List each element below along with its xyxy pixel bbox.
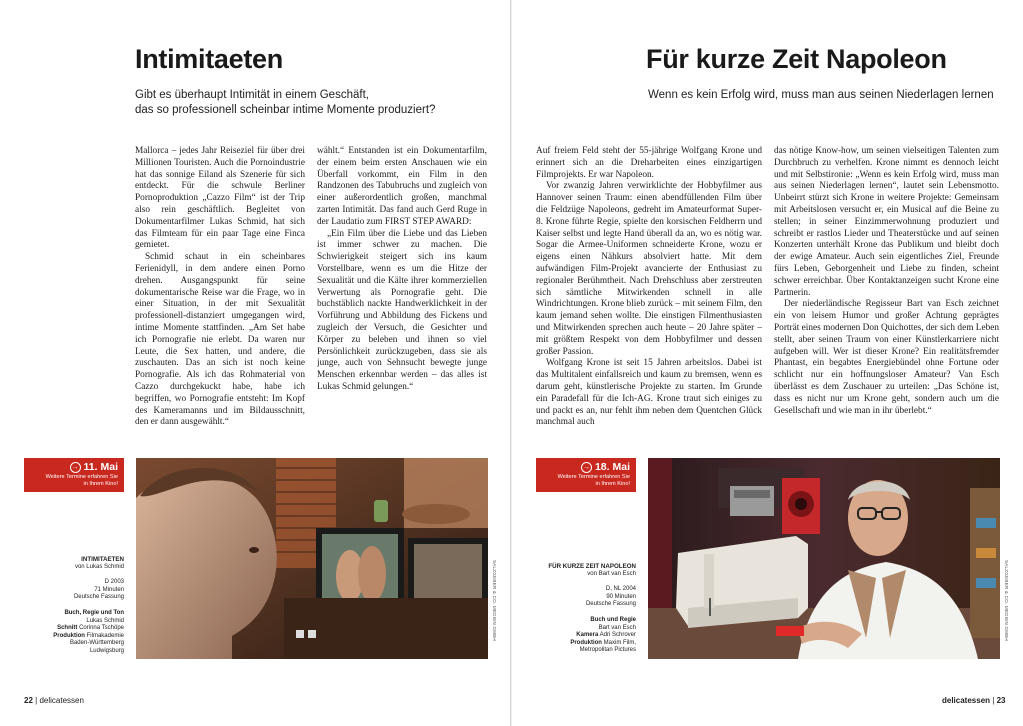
arrow-circle-icon: → bbox=[582, 464, 590, 471]
credits-name: Corinna Tschöpe bbox=[79, 625, 124, 632]
credits-name: Metropolitan Pictures bbox=[579, 647, 636, 654]
credits-role: Kamera bbox=[576, 632, 599, 639]
page-number: 22 bbox=[24, 696, 33, 705]
left-page bbox=[0, 0, 511, 726]
film-still-napoleon bbox=[648, 458, 1000, 659]
credits-country-year: D, NL 2004 bbox=[605, 586, 636, 593]
left-article-title: Intimitaeten bbox=[135, 44, 283, 74]
credits-name: Baden-Württemberg bbox=[69, 640, 124, 647]
paragraph: Schmid schaut in ein scheinbares Ferienidyll, in dem andere einen Porno drehen. Ausgangspunkt für seine dokumentarische Reise war die Frage, wo in einer Situation, in der mit Sexualität professionell-distanziert umgegangen wird, intime Momente stattfinden. „Am Set habe ich Pornografie nie erlebt. Da waren nur Leute, die Sex hatten, und andere, die zuschauten. Das an sich ist noch keine Pornografie. Als ich das Rohmaterial von Cazzo durchgekuckt habe, habe ich begriffen, wo Pornografie entsteht: Im Kopf des Kameramanns und im Bildausschnitt, den er dann ausgewählt.“ bbox=[135, 252, 305, 428]
photo-credit: SALZGEBER & CO. MEDIEN GMBH bbox=[1004, 560, 1009, 641]
arrow-circle-icon: → bbox=[71, 464, 79, 471]
right-body-column-2 bbox=[774, 146, 999, 446]
badge-date: 18. Mai bbox=[594, 461, 630, 473]
badge-note-1: Weitere Termine erfahren Sie bbox=[45, 474, 118, 480]
paragraph: das nötige Know-how, um seinen vielseitigen Talenten zum Durchbruch zu verhelfen. Krone nimmt es dennoch leicht und mit Selbstironie: „Wenn es kein Erfolg wird, muss man aus seinen Niederlagen lernen“, lautet sein Lebensmotto. Unbeirrt stürzt sich Krone in weitere Projekte: Gemeinsam mit Arbeitslosen versucht er, ein Musical auf die Beine zu stellen; in seiner Einzimmerwohnung produziert und schreibt er rastlos Lieder und Theaterstücke und auf seinen Konzerten unterhält Krone das Publikum und bleibt doch der ewige Amateur. Auch sein eigentliches Ziel, Freunde fürs Leben, Geborgenheit und Liebe zu finden, scheint schwer erreichbar. Über Kontaktanzeigen sucht Krone eine Partnerin. bbox=[774, 146, 999, 298]
left-body-column-1 bbox=[135, 146, 305, 446]
badge-note-1: Weitere Termine erfahren Sie bbox=[557, 474, 630, 480]
credits-version: Deutsche Fassung bbox=[585, 601, 636, 608]
magazine-name: delicatessen bbox=[942, 696, 991, 705]
paragraph: Der niederländische Regisseur Bart van Esch zeichnet ein von leisem Humor und großer Achtung geprägtes Porträt eines modernen Don Quichottes, der sich dem Leben stellt, aber seinen Traum von einer Künstlerkarriere nicht aufgeben will. Wer ist dieser Krone? Ein realitätsfremder Phantast, ein begabtes Energiebündel ohne Fortune oder schlicht nur ein hoffnungsloser Amateur? Van Esch überlässt es dem Zuschauer zu urteilen: „Das Schöne ist, dass es nicht nur um Krone geht, sondern auch um die Gesellschaft und wie man in ihr überlebt.“ bbox=[774, 299, 999, 416]
credits-role: Produktion bbox=[570, 639, 602, 646]
credits-role: Buch, Regie und Ton bbox=[64, 609, 124, 616]
credits-runtime: 90 Minuten bbox=[606, 593, 636, 600]
credits-role: Buch und Regie bbox=[590, 616, 636, 623]
screening-date-badge bbox=[24, 458, 124, 492]
left-article-subtitle bbox=[135, 88, 435, 117]
credits-director: von Lukas Schmid bbox=[74, 563, 124, 570]
badge-note-2: in Ihrem Kino! bbox=[83, 481, 118, 487]
film-still-image bbox=[648, 458, 1000, 659]
credits-runtime: 71 Minuten bbox=[94, 586, 124, 593]
credits-director: von Bart van Esch bbox=[587, 570, 636, 577]
right-article-subtitle: Wenn es kein Erfolg wird, muss man aus seinen Niederlagen lernen bbox=[648, 89, 994, 101]
credits-name: Maxim Film, bbox=[603, 639, 636, 646]
page-number: 23 bbox=[996, 696, 1006, 705]
right-article-title: Für kurze Zeit Napoleon bbox=[646, 44, 947, 74]
left-subtitle-line-1: Gibt es überhaupt Intimität in einem Geschäft, bbox=[135, 89, 369, 101]
right-folio: delicatessen | 23 bbox=[942, 696, 1006, 705]
left-body-column-2 bbox=[317, 146, 487, 446]
film-credits bbox=[542, 563, 636, 655]
left-folio: 22 | delicatessen bbox=[24, 696, 84, 705]
credits-role: Schnitt bbox=[57, 625, 78, 632]
left-subtitle-line-2: das so professionell scheinbar intime Momente produziert? bbox=[135, 103, 436, 116]
paragraph: „Ein Film über die Liebe und das Lieben ist immer schwer zu machen. Die Schwierigkeit steigert sich ins kaum Vorstellbare, wenn es um die Hitze der Sexualität und die Kälte ihrer kommerziellen Verwertung als Pornografie geht. Die buchstäblich nackte Handwerklichkeit in der Vorführung und Abbildung des Fickens und zugleich der Versuch, die Gesichter und Körper zu beleben und ihnen so viel Persönlichkeit zurückzugeben, dass sie als junge, auch von Sehnsucht bewegte junge Menschen erkennbar werden – das alles ist Lukas Schmid gelungen.“ bbox=[317, 228, 487, 392]
badge-date-line bbox=[24, 461, 118, 474]
film-still-image bbox=[136, 458, 488, 659]
photo-credit: SALZGEBER & CO. MEDIEN GMBH bbox=[492, 560, 497, 641]
paragraph: Vor zwanzig Jahren verwirklichte der Hobbyfilmer aus Hannover seinen Traum: einen abendfüllenden Film über die Feldzüge Napoleons, gedreht im Amateurformat Super-8. Krone führte Regie, spielte den korsischen Feldherrn und Kaiser selbst und legte Hand überall da an, wo es nötig war. Sogar die Armee-Uniformen schneiderte Krone, wozu er eigens einen Nähkurs absolviert hatte. Mit dem aufwändigen Film-Projekt avancierte der Enthusiast zu regionaler Berühmtheit. Nach Drehschluss aber zerstreuten sich sämtliche Mitwirkenden schnell in alle Windrichtungen. Krone blieb zurück – mit seinem Film, den kaum jemand sehen wollte. Die einstigen Filmenthusiasten und Mitwirkenden sprechen auch heute – 20 Jahre später – mit größtem Respekt von dem Hobbyfilmer und dessen großer Passion. bbox=[536, 181, 762, 357]
badge-date: 11. Mai bbox=[83, 461, 118, 473]
credits-name: Lukas Schmid bbox=[86, 617, 124, 624]
paragraph: Mallorca – jedes Jahr Reiseziel für über drei Millionen Touristen. Auch die Pornoindustrie hat das sonnige Eiland als Szenerie für sich entdeckt. Für die schwule Berliner Pornoproduktion „Cazzo Film“ ist der Trip also rein geschäftlich. Begleitet von Dokumentarfilmer Lukas Schmid, hat sich das Filmteam für ein paar Tage eine Finca gemietet. bbox=[135, 146, 305, 251]
badge-note-2: in Ihrem Kino! bbox=[595, 481, 630, 487]
right-page bbox=[512, 0, 1023, 726]
credits-name: Bart van Esch bbox=[598, 624, 636, 631]
credits-title: INTIMITAETEN bbox=[81, 556, 124, 563]
credits-title: FÜR KURZE ZEIT NAPOLEON bbox=[548, 563, 636, 570]
film-still-intimitaeten bbox=[136, 458, 488, 659]
credits-name: Ludwigsburg bbox=[89, 647, 124, 654]
credits-role: Produktion bbox=[53, 632, 85, 639]
paragraph: Auf freiem Feld steht der 55-jährige Wolfgang Krone und erinnert sich an die Dreharbeiten eines einzigartigen Filmprojekts. Er war Napoleon. bbox=[536, 146, 762, 180]
credits-name: Adri Schrover bbox=[599, 632, 636, 639]
credits-country-year: D 2003 bbox=[104, 579, 124, 586]
right-body-column-1 bbox=[536, 146, 762, 446]
credits-version: Deutsche Fassung bbox=[73, 594, 124, 601]
paragraph: Wolfgang Krone ist seit 15 Jahren arbeitslos. Dabei ist das Multitalent einfallsreich und kaum zu bremsen, wenn es darum geht, künstlerische Projekte zu starten. Im Grunde ein Paradefall für die Ich-AG. Krone traut sich einiges zu und packt es an, nur fehlt ihm neben dem Quentchen Glück manchmal auch bbox=[536, 358, 762, 428]
credits-name: Filmakademie bbox=[86, 632, 124, 639]
screening-date-badge bbox=[536, 458, 636, 492]
magazine-name: delicatessen bbox=[39, 696, 84, 705]
film-credits bbox=[30, 556, 124, 656]
badge-date-line bbox=[536, 461, 630, 474]
paragraph: wählt.“ Entstanden ist ein Dokumentarfilm, der einem beim ersten Anschauen wie ein Überfall vorkommt, ein Film in den Randzonen des Tabubruchs und zugleich von einer außerordentlich großen, manchmal zarten Intimität. Das fand auch Gerd Ruge in der Laudatio zum FIRST STEP AWARD: bbox=[317, 146, 487, 227]
